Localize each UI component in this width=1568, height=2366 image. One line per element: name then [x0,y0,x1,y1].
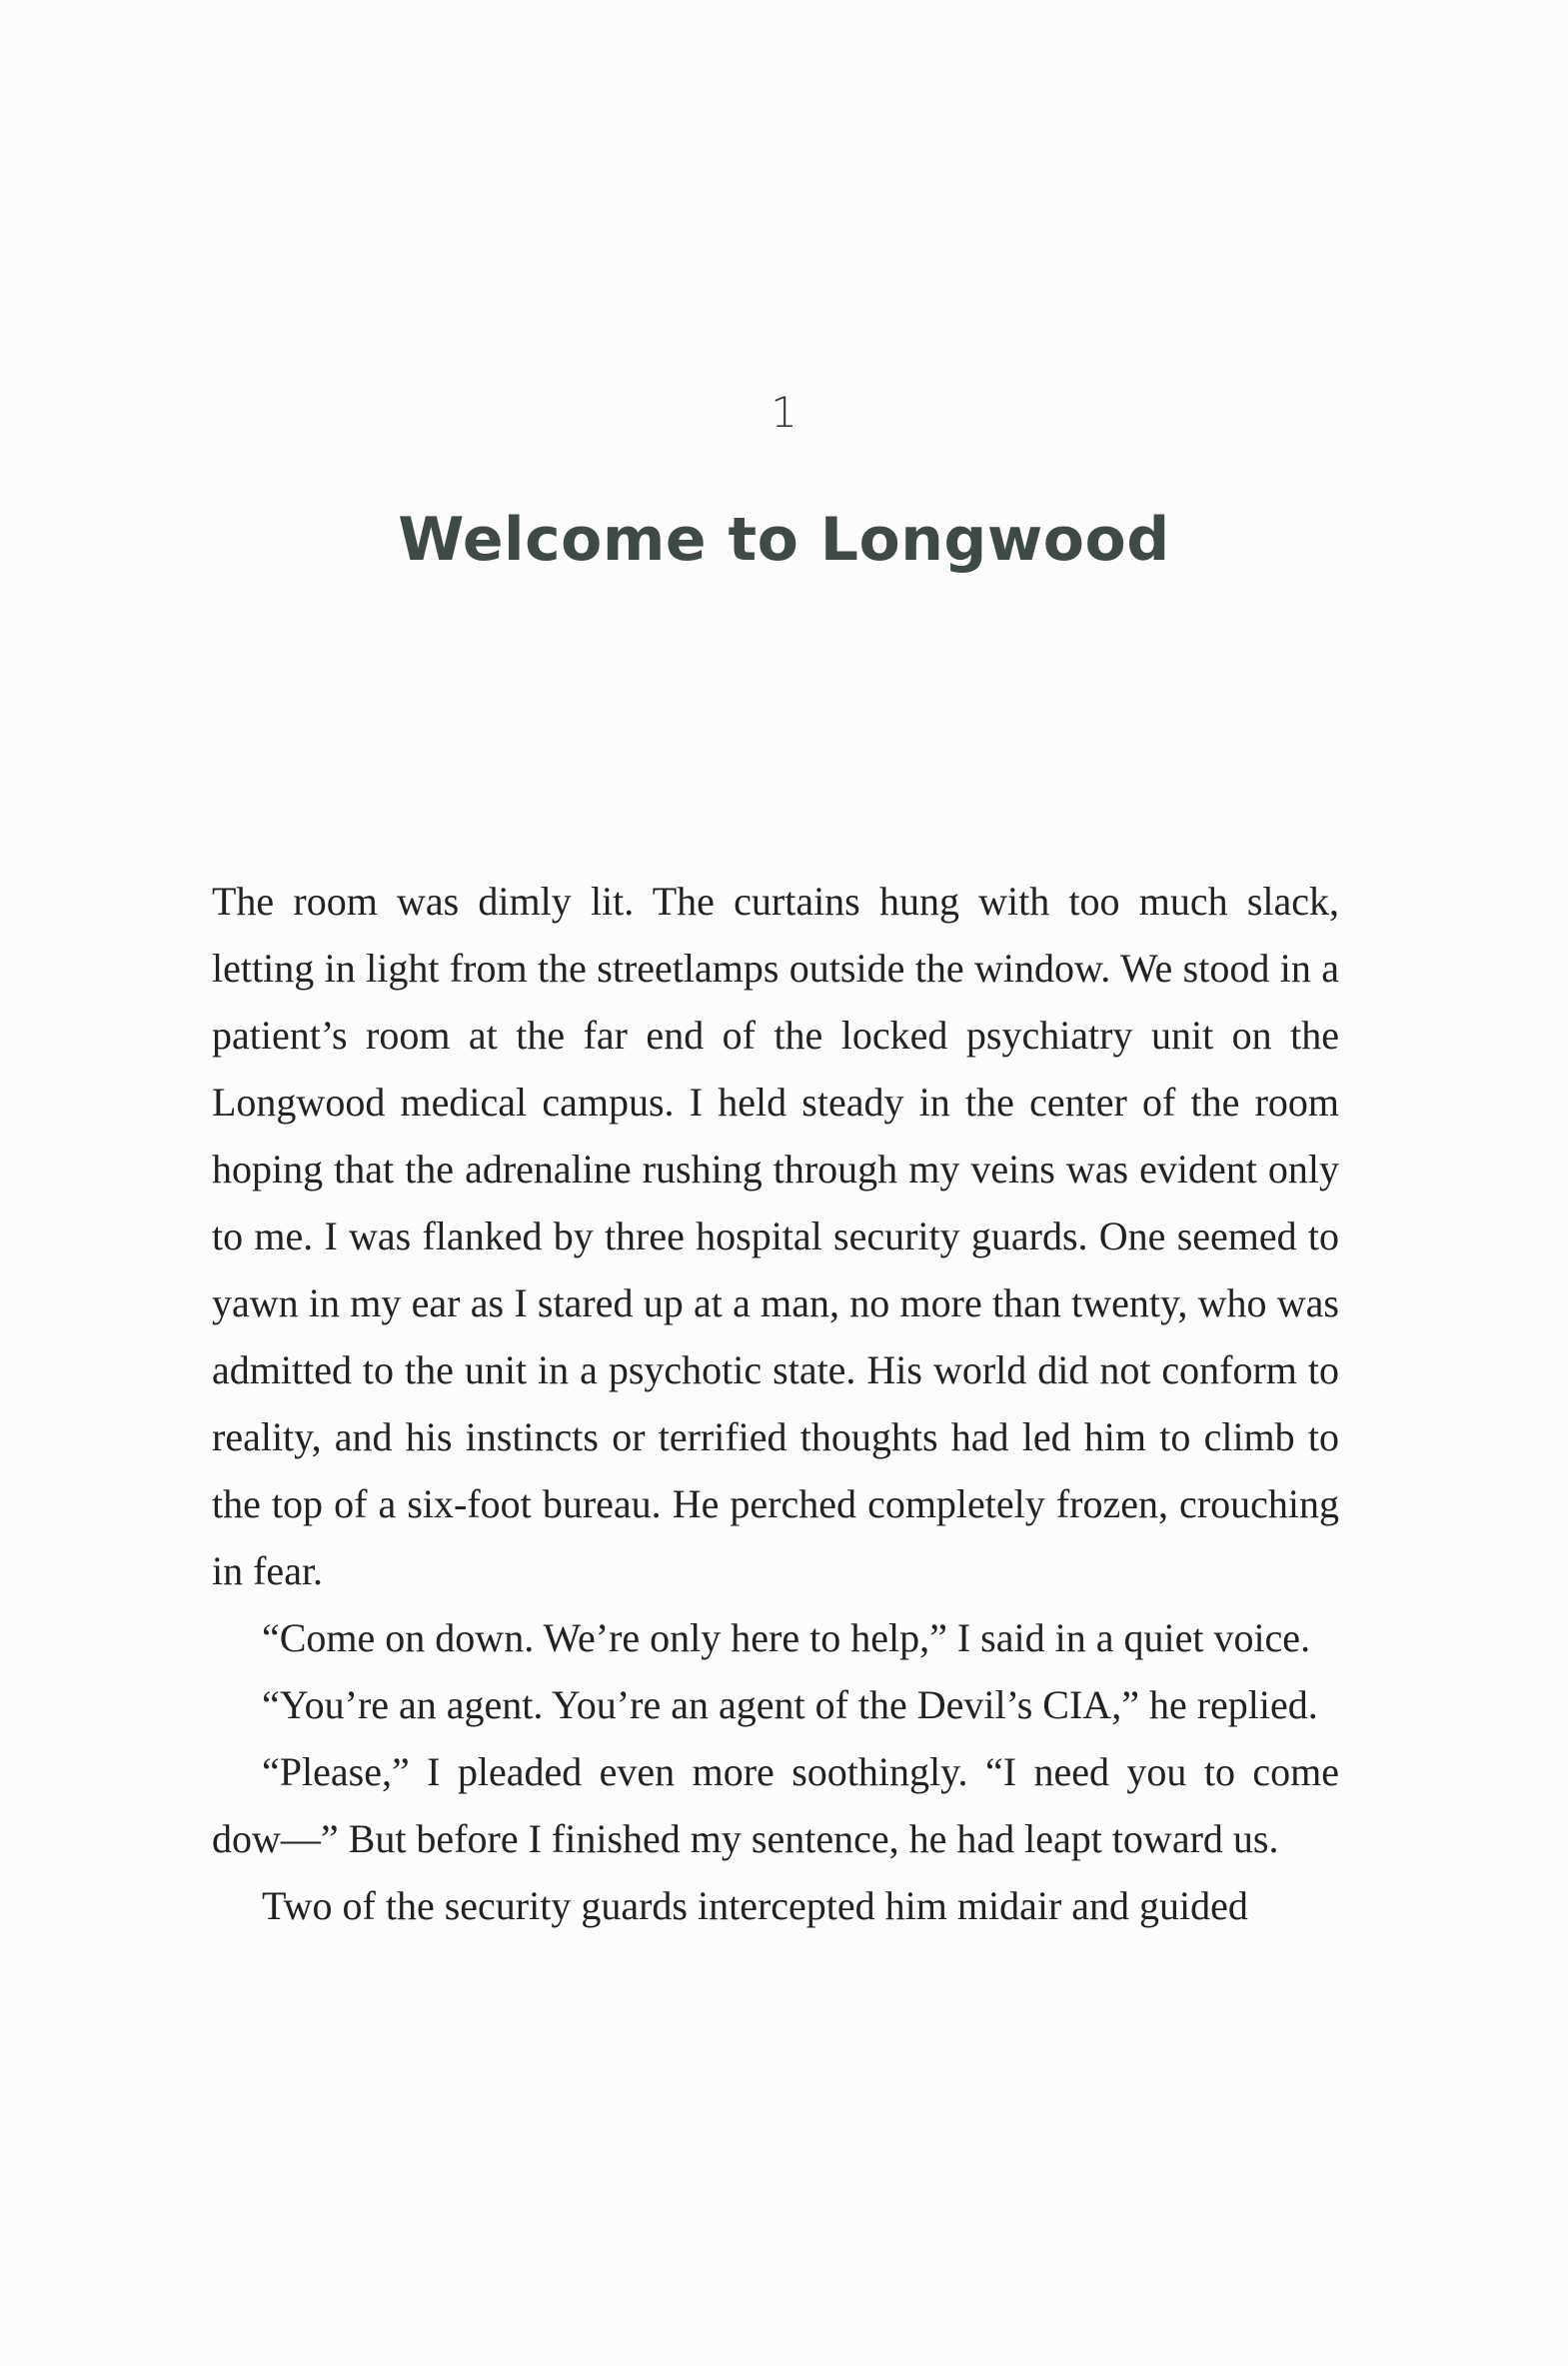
paragraph: “Please,” I pleaded even more soothingly. “I need you to come dow—” But before I finished my sentence, he had leapt toward us. [212,1749,1339,1861]
paragraph: “Come on down. We’re only here to help,” I said in a quiet voice. [262,1615,1311,1660]
paragraph: “You’re an agent. You’re an agent of the Devil’s CIA,” he replied. [262,1682,1318,1727]
chapter-title: Welcome to Longwood [398,505,1170,575]
paragraph: Two of the security guards intercepted him midair and guided [262,1883,1248,1928]
chapter-number: 1 [771,388,797,437]
paragraph: The room was dimly lit. The curtains hung with too much slack, letting in light from the streetlamps outside the window. We stood in a patient’s room at the far end of the locked psychiatry unit on the Longwood medical campus. I held steady in the center of the room hoping that the adrenaline rushing through my veins was evident only to me. I was flanked by three hospital security guards. One seemed to yawn in my ear as I stared up at a man, no more than twenty, who was admitted to the unit in a psychotic state. His world did not conform to reality, and his instincts or terrified thoughts had led him to climb to the top of a six-foot bureau. He perched completely frozen, crouching in fear. [212,879,1339,1593]
chapter-body [212,868,1339,1939]
